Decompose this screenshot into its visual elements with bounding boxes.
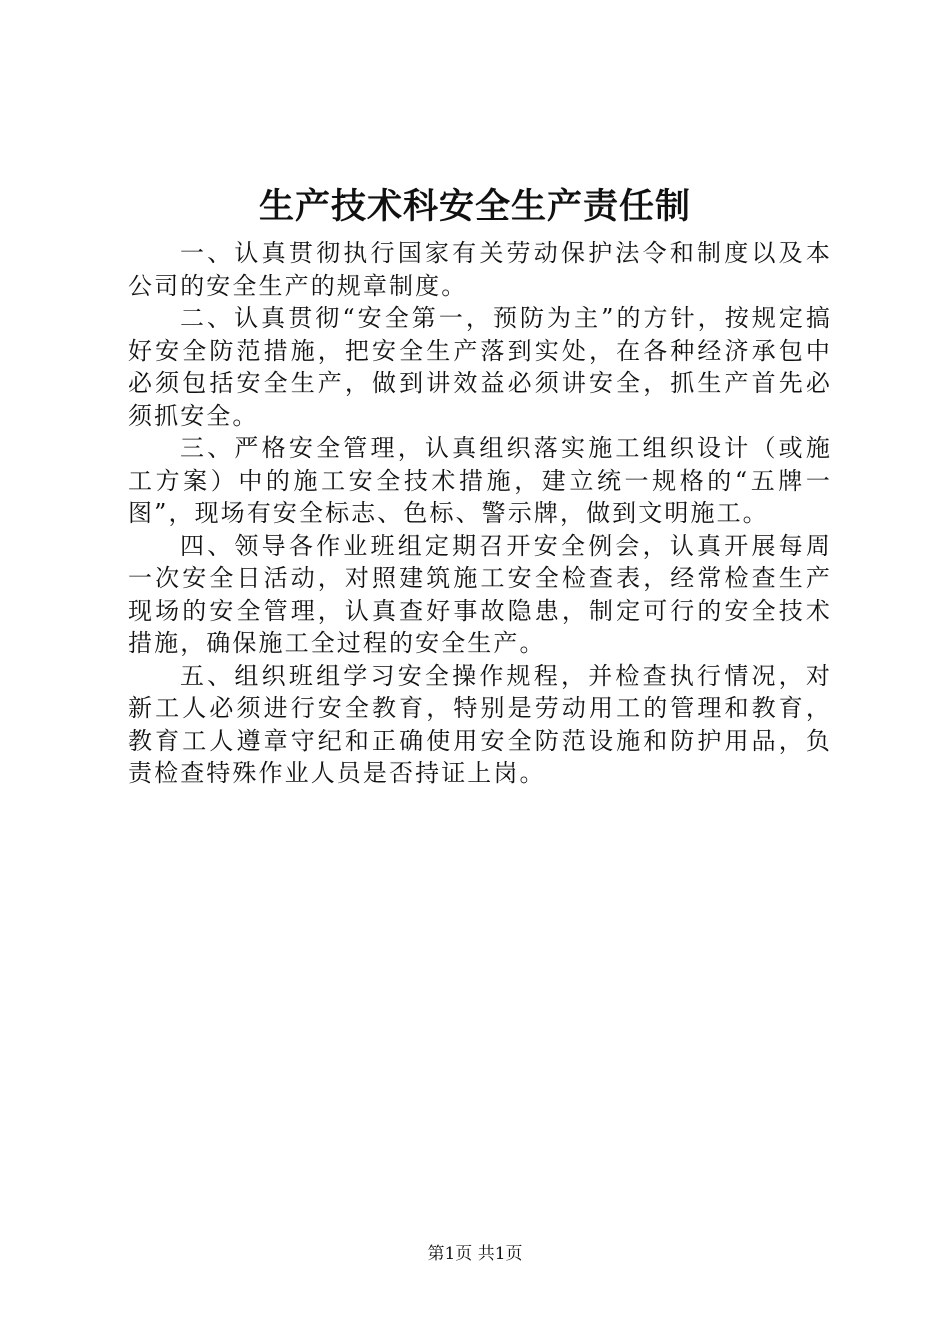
paragraph-3: 三、严格安全管理，认真组织落实施工组织设计（或施工方案）中的施工安全技术措施，建立统一规格的“五牌一图”，现场有安全标志、色标、警示牌，做到文明施工。 (128, 434, 832, 527)
document-title: 生产技术科安全生产责任制 (258, 187, 691, 227)
paragraph-5: 五、组织班组学习安全操作规程，并检查执行情况，对新工人必须进行安全教育，特别是劳动用工的管理和教育，教育工人遵章守纪和正确使用安全防范设施和防护用品，负责检查特殊作业人员是否持证上岗。 (128, 661, 832, 787)
document-body (128, 237, 832, 790)
page-footer: 第1页 共1页 (427, 1244, 523, 1264)
paragraph-4: 四、领导各作业班组定期召开安全例会，认真开展每周一次安全日活动，对照建筑施工安全检查表，经常检查生产现场的安全管理，认真查好事故隐患，制定可行的安全技术措施，确保施工全过程的安全生产。 (128, 531, 832, 657)
paragraph-2: 二、认真贯彻“安全第一，预防为主”的方针，按规定搞好安全防范措施，把安全生产落到实处，在各种经济承包中必须包括安全生产，做到讲效益必须讲安全，抓生产首先必须抓安全。 (128, 304, 832, 430)
paragraph-1: 一、认真贯彻执行国家有关劳动保护法令和制度以及本公司的安全生产的规章制度。 (128, 239, 832, 300)
